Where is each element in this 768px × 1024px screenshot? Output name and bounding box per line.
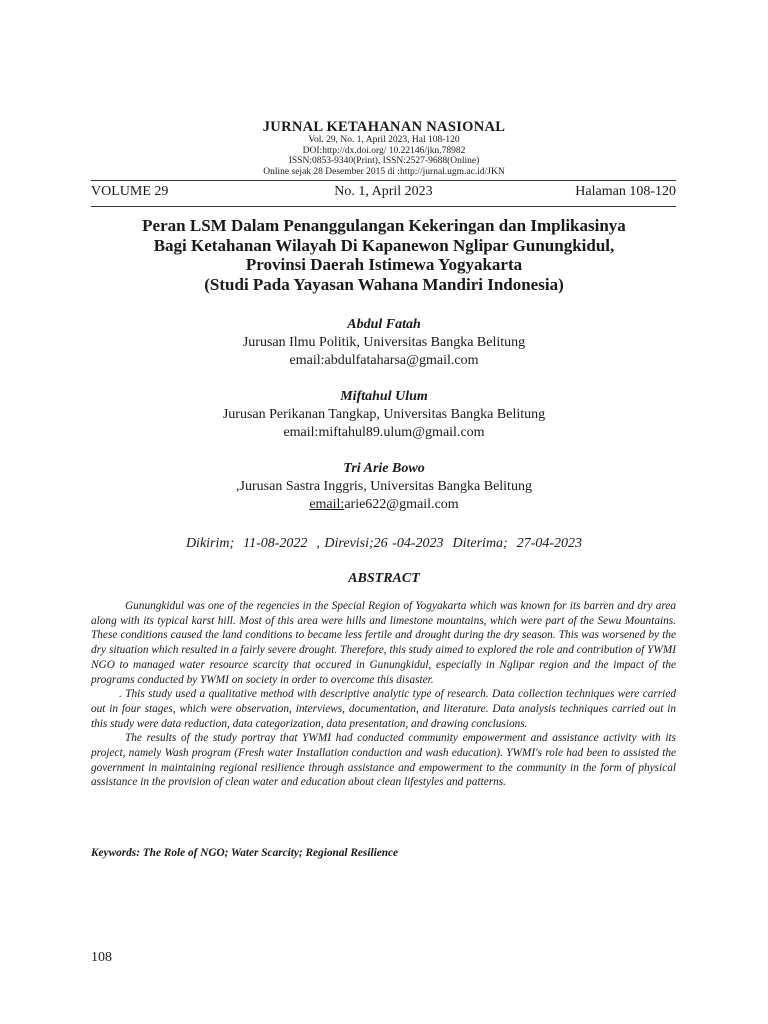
volume-label: VOLUME 29	[91, 184, 169, 199]
author-email[interactable]: abdulfataharsa@gmail.com	[324, 353, 479, 368]
email-label: email:	[283, 425, 319, 440]
author-email-line	[80, 352, 688, 370]
abstract-paragraph: . This study used a qualitative method with descriptive analytic type of research. Data collection techniques were carried out in four stages, which were observation, interviews, documentation, and literature. Data analysis techniques carried out in this study were data reduction, data categorization, data presentation, and drawing conclusions.	[91, 688, 676, 730]
author-block	[80, 316, 688, 370]
author-block	[80, 460, 688, 514]
abstract-heading: ABSTRACT	[348, 571, 420, 586]
abstract-body	[91, 599, 676, 790]
article-title	[80, 216, 688, 294]
journal-online: Online sejak 28 Desember 2015 di :http://jurnal.ugm.ac.id/JKN	[263, 166, 505, 177]
header-rule-top	[91, 180, 676, 181]
author-affiliation: ,Jurusan Sastra Inggris, Universitas Bangka Belitung	[236, 479, 532, 494]
email-label: email:	[309, 497, 345, 512]
author-email-line	[80, 424, 688, 442]
title-line: Provinsi Daerah Istimewa Yogyakarta	[245, 255, 523, 274]
journal-name: JURNAL KETAHANAN NASIONAL	[262, 119, 506, 135]
author-block	[80, 388, 688, 442]
submission-dates: Dikirim; 11-08-2022 , Direvisi;26 -04-2023 Diterima; 27-04-2023	[185, 536, 583, 551]
issue-label: No. 1, April 2023	[334, 184, 433, 199]
journal-meta-line: Vol. 29, No. 1, April 2023, Hal 108-120	[308, 135, 460, 145]
author-email[interactable]: arie622@gmail.com	[344, 497, 459, 512]
abstract-paragraph: The results of the study portray that YWMI had conducted community empowerment and assistance activity with its project, namely Wash program (Fresh water Installation conduction and wash education). YWMI's role had been to assisted the government in maintaining regional resilience through assistance and empowerment to the community in the form of physical assistance in the provision of clean water and education about clean lifestyles and patterns.	[91, 732, 676, 789]
author-name: Tri Arie Bowo	[343, 461, 425, 476]
page-number: 108	[91, 950, 112, 965]
pages-label: Halaman 108-120	[575, 184, 676, 199]
title-line: (Studi Pada Yayasan Wahana Mandiri Indonesia)	[204, 274, 564, 294]
journal-issn: ISSN:0853-9340(Print), ISSN:2527-9688(Online)	[288, 156, 480, 166]
author-email-line	[80, 496, 688, 514]
volume-row	[91, 184, 676, 202]
keywords: Keywords: The Role of NGO; Water Scarcity; Regional Resilience	[91, 847, 399, 859]
author-affiliation: Jurusan Ilmu Politik, Universitas Bangka Belitung	[242, 335, 526, 350]
author-name: Abdul Fatah	[347, 317, 421, 332]
journal-doi: DOI:http://dx.doi.org/ 10.22146/jkn.78982	[302, 145, 466, 156]
author-email[interactable]: miftahul89.ulum@gmail.com	[318, 425, 485, 440]
email-label: email:	[289, 353, 325, 368]
header-rule-bottom	[91, 206, 676, 207]
title-line: Peran LSM Dalam Penanggulangan Kekeringan dan Implikasinya	[142, 216, 626, 235]
abstract-paragraph: Gunungkidul was one of the regencies in the Special Region of Yogyakarta which was known for its barren and dry area along with its typical karst hill. Most of this area were hills and limestone mountains, which were part of the Sewu Mountains. These conditions caused the land conditions to became less fertile and drought during the dry season. This was worsened by the dry situation which resulted in a fairly severe drought. Therefore, this study aimed to explored the role and contribution of YWMI NGO to managed water resource scarcity that occured in Gunungkidul, especially in Nglipar region and the impact of the programs conducted by YWMI on society in order to overcome this disaster.	[91, 600, 676, 686]
author-affiliation: Jurusan Perikanan Tangkap, Universitas Bangka Belitung	[222, 407, 546, 422]
author-name: Miftahul Ulum	[340, 389, 428, 404]
journal-header	[0, 119, 768, 177]
title-line: Bagi Ketahanan Wilayah Di Kapanewon Nglipar Gunungkidul,	[153, 235, 615, 255]
